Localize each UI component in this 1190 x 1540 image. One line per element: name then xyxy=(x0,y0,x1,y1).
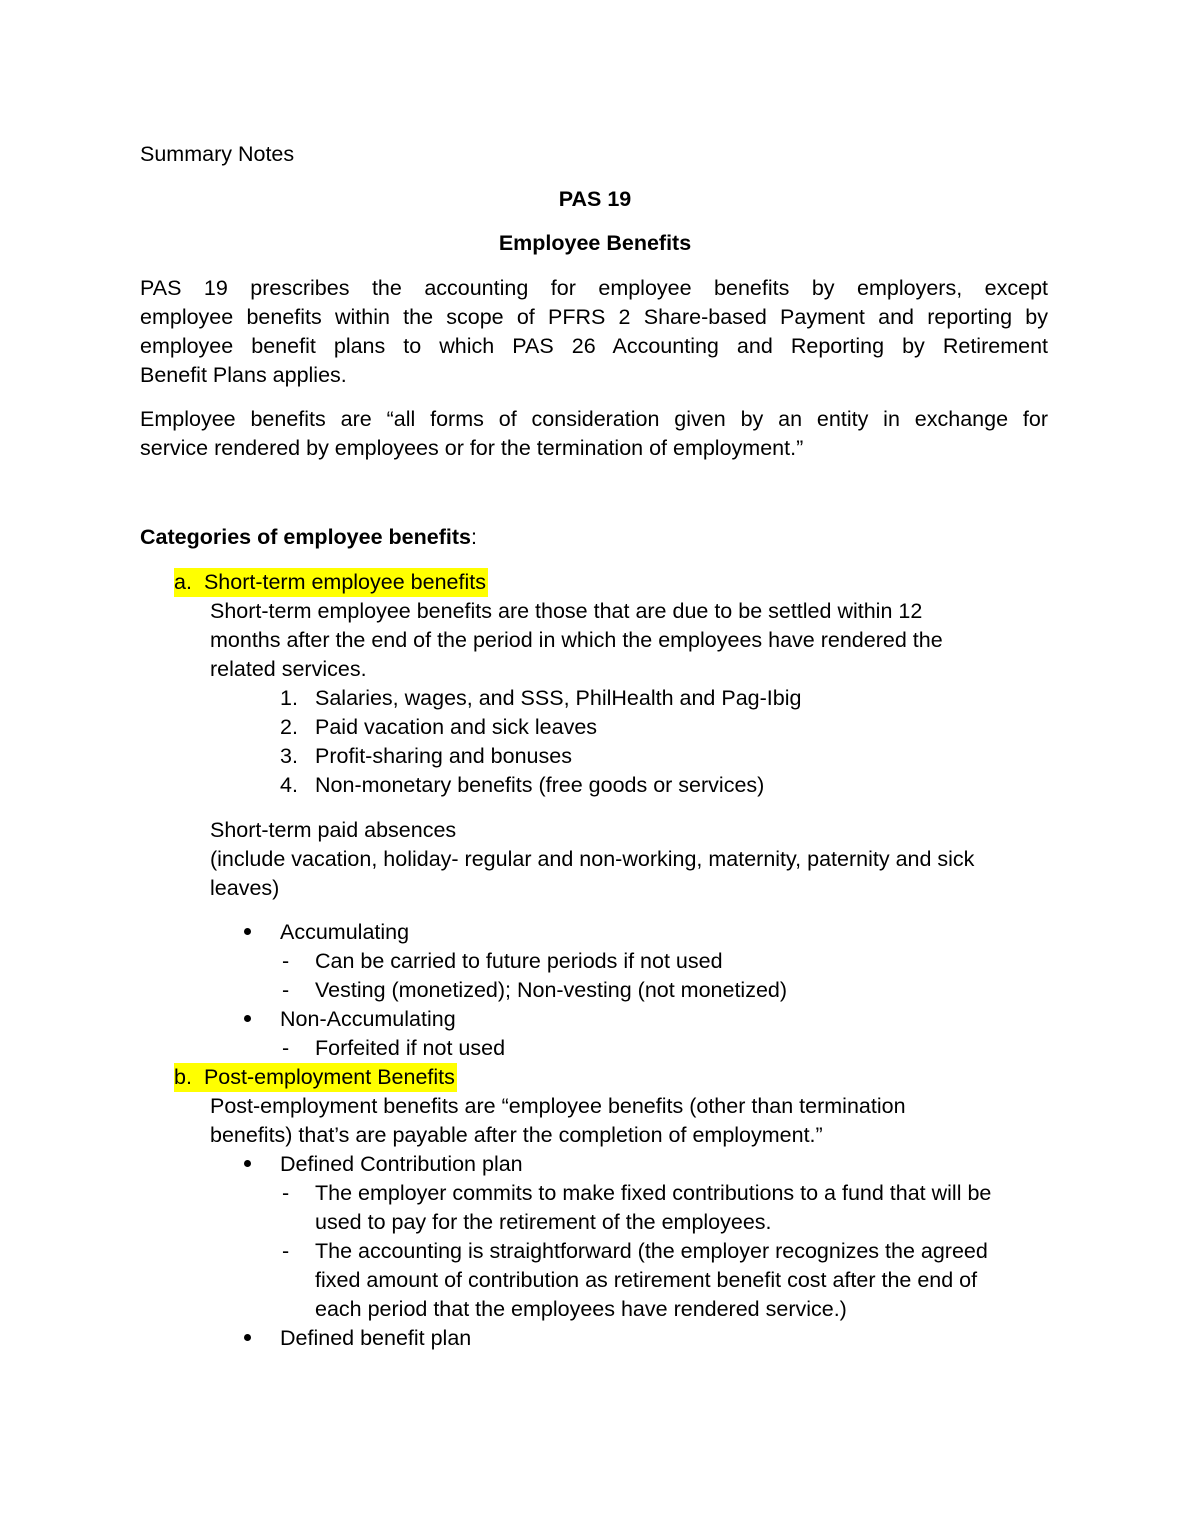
section-b-description-line: benefits) that’s are payable after the completion of employment.” xyxy=(210,1123,823,1147)
non-accumulating-item: Non-Accumulating xyxy=(280,1007,456,1031)
dc-subitem-line: used to pay for the retirement of the employees. xyxy=(315,1210,772,1234)
section-a-description-line: Short-term employee benefits are those that are due to be settled within 12 xyxy=(210,599,923,623)
dash-marker: - xyxy=(282,949,290,973)
section-a-marker: a. xyxy=(174,570,192,594)
bullet-icon xyxy=(244,928,251,935)
document-subtitle: Employee Benefits xyxy=(498,231,692,255)
dc-subitem-line: The accounting is straightforward (the employer recognizes the agreed xyxy=(315,1239,988,1263)
dash-marker: - xyxy=(282,1239,290,1263)
section-a-heading xyxy=(174,568,488,597)
intro-paragraph-line: Benefit Plans applies. xyxy=(140,363,347,387)
accumulating-subitem: Can be carried to future periods if not used xyxy=(315,949,723,973)
dc-subitem-line: The employer commits to make fixed contributions to a fund that will be xyxy=(315,1181,992,1205)
paid-absences-note: leaves) xyxy=(210,876,280,900)
bullet-icon xyxy=(244,1160,251,1167)
defined-contribution-plan: Defined Contribution plan xyxy=(280,1152,523,1176)
intro-paragraph-line: PAS 19 prescribes the accounting for employee benefits by employers, except xyxy=(140,276,1048,300)
intro-paragraph-line: employee benefit plans to which PAS 26 Accounting and Reporting by Retirement xyxy=(140,334,1048,358)
dash-marker: - xyxy=(282,1181,290,1205)
section-b-description-line: Post-employment benefits are “employee benefits (other than termination xyxy=(210,1094,906,1118)
defined-benefit-plan: Defined benefit plan xyxy=(280,1326,472,1350)
intro-paragraph-line: employee benefits within the scope of PFRS 2 Share-based Payment and reporting by xyxy=(140,305,1048,329)
document-title: PAS 19 xyxy=(558,187,632,211)
numbered-marker: 4. xyxy=(280,773,298,797)
numbered-item: Non-monetary benefits (free goods or services) xyxy=(315,773,765,797)
section-b-heading xyxy=(174,1063,457,1092)
dc-subitem-line: fixed amount of contribution as retirement benefit cost after the end of xyxy=(315,1268,978,1292)
bullet-icon xyxy=(244,1334,251,1341)
section-a-title: Short-term employee benefits xyxy=(203,570,486,594)
accumulating-subitem: Vesting (monetized); Non-vesting (not monetized) xyxy=(315,978,788,1002)
section-b-marker: b. xyxy=(174,1065,192,1089)
section-b-title: Post-employment Benefits xyxy=(203,1065,455,1089)
numbered-marker: 1. xyxy=(280,686,298,710)
definition-paragraph-line: service rendered by employees or for the termination of employment.” xyxy=(140,436,804,460)
dash-marker: - xyxy=(282,978,290,1002)
dash-marker: - xyxy=(282,1036,290,1060)
summary-notes-label: Summary Notes xyxy=(140,142,295,166)
non-accumulating-subitem: Forfeited if not used xyxy=(315,1036,506,1060)
categories-heading: Categories of employee benefits: xyxy=(140,525,477,549)
numbered-item: Salaries, wages, and SSS, PhilHealth and Pag-Ibig xyxy=(315,686,802,710)
numbered-item: Paid vacation and sick leaves xyxy=(315,715,598,739)
accumulating-item: Accumulating xyxy=(280,920,410,944)
paid-absences-note: (include vacation, holiday- regular and non-working, maternity, paternity and sick xyxy=(210,847,975,871)
bullet-icon xyxy=(244,1015,251,1022)
section-a-description-line: related services. xyxy=(210,657,367,681)
numbered-item: Profit-sharing and bonuses xyxy=(315,744,572,768)
dc-subitem-line: each period that the employees have rendered service.) xyxy=(315,1297,847,1321)
paid-absences-title: Short-term paid absences xyxy=(210,818,457,842)
numbered-marker: 3. xyxy=(280,744,298,768)
section-a-description-line: months after the end of the period in which the employees have rendered the xyxy=(210,628,943,652)
numbered-marker: 2. xyxy=(280,715,298,739)
definition-paragraph-line: Employee benefits are “all forms of consideration given by an entity in exchange for xyxy=(140,407,1048,431)
